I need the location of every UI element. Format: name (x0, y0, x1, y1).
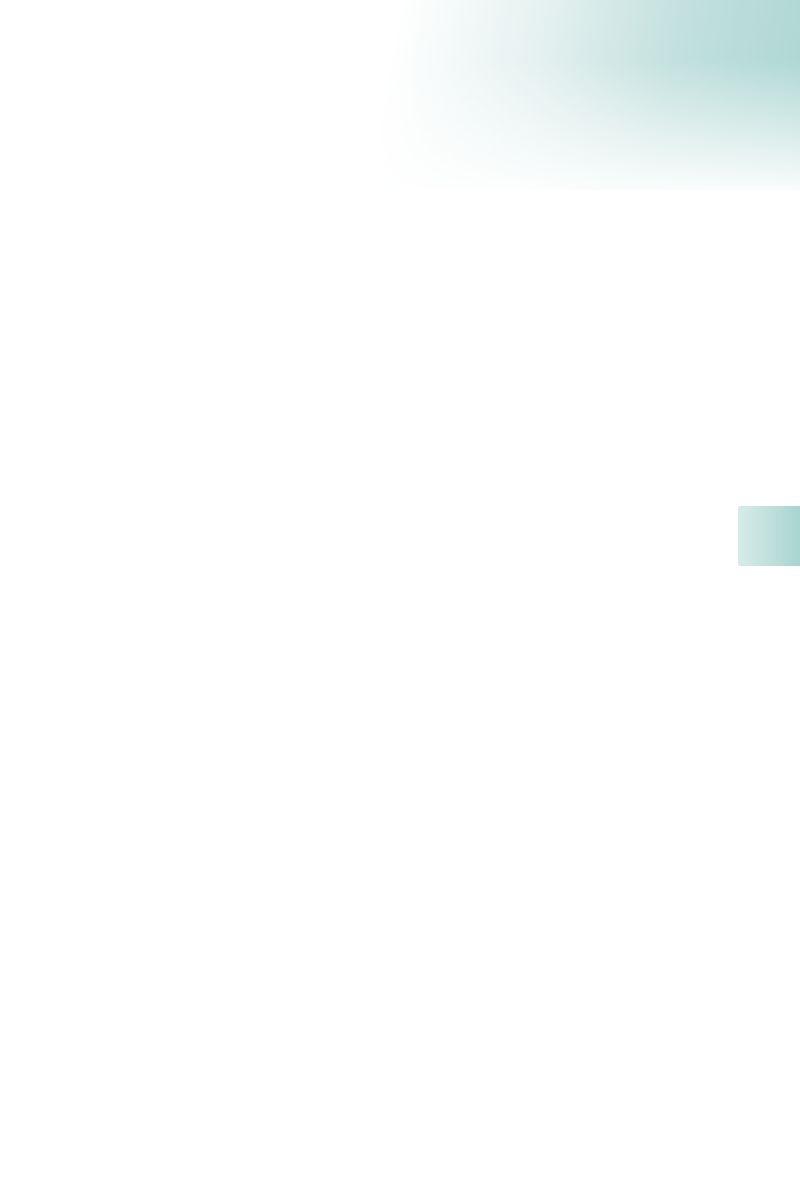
table-of-contents (62, 79, 734, 153)
section-title (62, 79, 734, 104)
page-number-tab (738, 506, 800, 566)
